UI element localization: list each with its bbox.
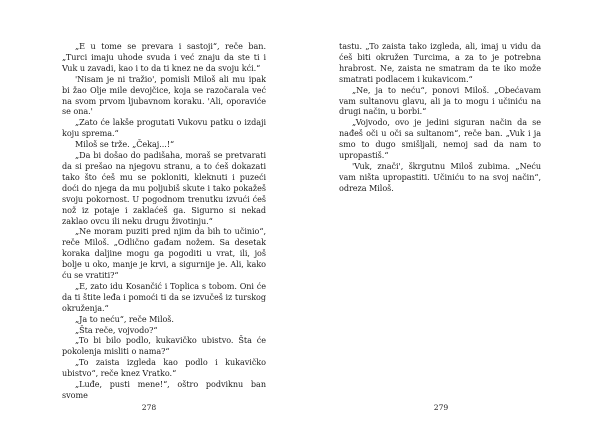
paragraph: „Zato će lakše progutati Vukovu patku o izdaji koju sprema.“ [62,117,266,139]
paragraph: „To zaista izgleda kao podlo i kukavičko ubistvo“, reče knez Vratko.“ [62,357,266,379]
paragraph: „Ne moram puziti pred njim da bih to učinio“, reče Miloš. „Odlično gađam nožem. Sa desetak koraka daljine mogu ga pogoditi u vrat, ili, još bolje u oko, manje je krvi, a sigurnije je. Ali, kako ću se vratiti?“ [62,226,266,281]
page-number: 279 [433,403,449,412]
paragraph: „Šta reče, vojvodo?“ [75,324,158,335]
right-page [300,0,600,424]
paragraph: „Luđe, pusti mene!“, oštro podviknu ban svome [62,379,266,400]
paragraph: „E, zato idu Kosančić i Toplica s tobom. Oni će da ti štite leđa i pomoći ti da se izvučeš iz turskog okruženja.“ [62,280,266,313]
page-number: 278 [141,403,157,412]
paragraph: 'Vuk, znači', škrgutnu Miloš zubima. „Neću vam ništa upropastiti. Učiniću to na svoj način“, odreza Miloš. [339,160,541,193]
paragraph: Miloš se trže. „Čekaj...!“ [75,139,175,150]
paragraph: „E u tome se prevara i sastoji“, reče ban. „Turci imaju uhode svuda i već znaju da ste ti i Vuk u zavadi, kao i to da ti knez ne da svoju kći.“ [62,41,266,73]
paragraph: „Da bi došao do padišaha, moraš se pretvarati da si prešao na njegovu stranu, a to ćeš dokazati tako što ćeš mu se pokloniti, kleknuti i puzeći doći do njega da mu poljubiš skute i tako pokažeš svoju pokornost. U pogodnom trenutku izvući ćeš nož iz potaje i zaklaćeš ga. Sigurno si nekad zaklao ovcu ili neku drugu životinju.“ [62,150,266,226]
paragraph-continuation: tastu. „To zaista tako izgleda, ali, imaj u vidu da ćeš biti okružen Turcima, a za to je potrebna hrabrost. Ne, zaista ne smatram da te iko može smatrati podlacem i kukavicom.“ [339,41,541,84]
paragraph: „Ja to neću“, reče Miloš. [75,313,174,324]
paragraph: 'Nisam je ni tražio', pomisli Miloš ali mu ipak bi žao Olje mile devojčice, koja se razočarala već na svom prvom ljubavnom koraku. 'Ali, oporaviće se ona.' [62,73,266,117]
left-page-text [62,41,266,401]
paragraph: „Vojvodo, ovo je jedini siguran način da se nađeš oči u oči sa sultanom“, reče ban. „Vuk i ja smo to dugo smišljali, nemoj sad da nam to upropastiš.“ [339,117,541,161]
paragraph: „Ne, ja to neću“, ponovi Miloš. „Obećavam vam sultanovu glavu, ali ja to mogu i učiniću na drugi način, u borbi.“ [339,84,541,117]
right-page-text [339,41,541,194]
paragraph: „To bi bilo podlo, kukavičko ubistvo. Šta će pokolenja misliti o nama?“ [62,335,266,357]
